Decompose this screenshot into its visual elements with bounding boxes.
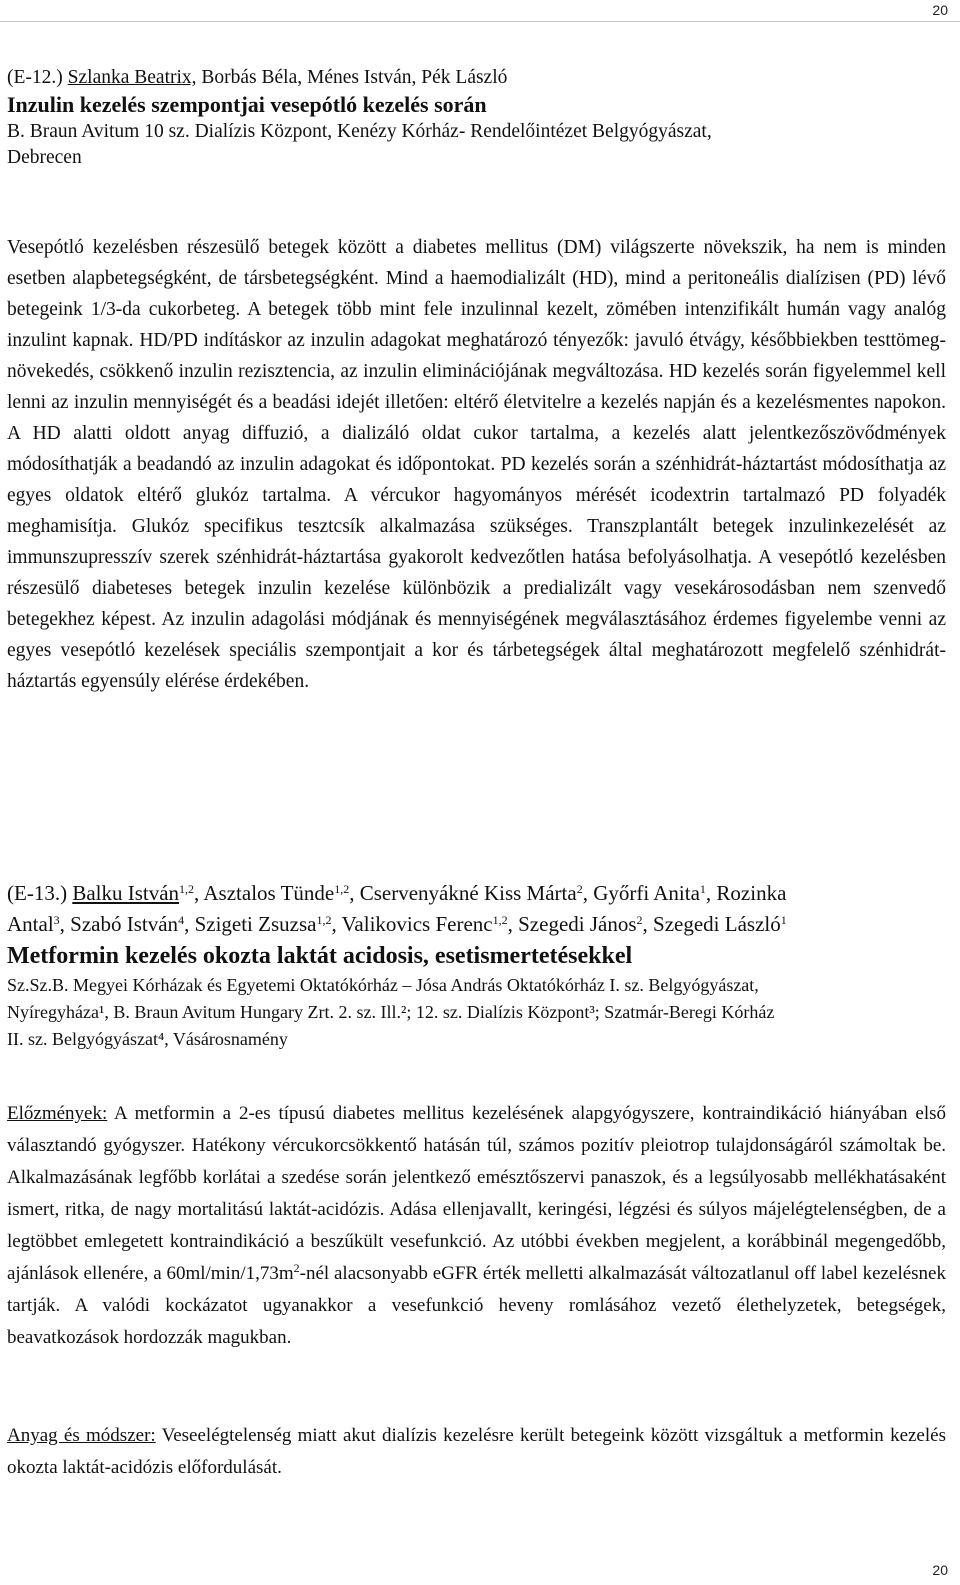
presenting-author: Balku István [72,881,180,905]
abstract-code: (E-13.) [7,881,68,905]
background-text: A metformin a 2-es típusú diabetes mellitus kezelésének alapgyógyszere, kontraindikáció hiányában első választandó gyógyszer. Hatékony vércukorcsökkentő hatásán túl, számos pozitív pleiotrop tulajdonságáról számoltak be. Alkalmazásának legfőbb korlátai a szedése során jelentkező emésztőszervi panaszok, és a legsúlyosabb mellékhatásaként ismert, ritka, de nagy mortalitású laktát-acidózis. Adása ellenjavallt, keringési, légzési és súlyos májelégtelenségben, de a legtöbbet emlegetett kontraindikáció a beszűkült vesefunkció. Az utóbbi években megjelent, a korábbinál megengedőbb, ajánlások ellenére, a 60ml/min/1,73m [7,1103,946,1284]
abstract-e13-background [7,1098,946,1354]
abstract-e13-header [7,878,946,1053]
author-list: Borbás Béla, Ménes István, Pék László [196,67,508,88]
author-name: Antal [7,912,54,936]
affiliation-line: Nyíregyháza¹, B. Braun Avitum Hungary Zrt. 2. sz. Ill.²; 12. sz. Dialízis Központ³; Szatmár-Beregi Kórház [7,1002,775,1022]
background-text: -nél alacsonyabb eGFR érték melletti alkalmazását változatlanul off label kezelésnek tartják. A valódi kockázatot ugyanakkor a vesefunkció heveny romlásához vezető élethelyzetek, betegségek, beavatkozások hordozzák magukban. [7,1263,946,1348]
section-label-background: Előzmények: [7,1103,108,1124]
affiliation-line: II. sz. Belgyógyászat⁴, Vásárosnamény [7,1029,288,1049]
affiliation-line: Sz.Sz.B. Megyei Kórházak és Egyetemi Oktatókórház – Jósa András Oktatókórház I. sz. Belgyógyászat, [7,975,759,995]
author-name: , Cservenyákné Kiss Márta [349,881,577,905]
abstract-e13-authors-line1 [7,878,946,909]
presenting-author: Szlanka Beatrix, [67,67,197,88]
affiliation-marker: 4 [178,913,185,927]
author-name: , Győrfi Anita [582,881,700,905]
author-name: , Szegedi László [642,912,781,936]
abstract-e12-body: Vesepótló kezelésben részesülő betegek között a diabetes mellitus (DM) világszerte növekszik, ha nem is minden esetben alapbetegségként, de társbetegségként. Mind a haemodializált (HD), mind a peritoneális dialízisen (PD) lévő betegeink 1/3-da cukorbeteg. A betegek több mint fele inzulinnal kezelt, zömében intenzifikált humán vagy analóg inzulint kapnak. HD/PD indításkor az inzulin adagokat meghatározó tényezők: javuló étvágy, későbbiekben testtömeg-növekedés, csökkenő inzulin rezisztencia, az inzulin eliminációjának megváltozása. HD kezelés során figyelemmel kell lenni az inzulin mennyiségét és a beadási idejét illetően: eltérő életvitelre a kezelés napján és a kezelésmentes napokon. A HD alatti oldott anyag diffuzió, a dializáló oldat cukor tartalma, a kezelés alatt jelentkezőszövődmények módosíthatják a beadandó az inzulin adagokat és időpontokat. PD kezelés során a szénhidrát-háztartást módosíthatja az egyes oldatok eltérő glukóz tartalma. A vércukor hagyományos mérését icodextrin tartalmazó PD folyadék meghamisítja. Glukóz specifikus tesztcsík alkalmazása szükséges. Transzplantált betegek inzulinkezelését az immunszupresszív szerek szénhidrát-háztartása gyakorolt kedvezőtlen hatása befolyásolhatja. A vesepótló kezelésben részesülő diabeteses betegek inzulin kezelése különbözik a predializált vagy vesekárosodásban nem szenvedő betegekhez képest. Az inzulin adagolási módjának és mennyiségének megválasztásához érdemes figyelembe venni az egyes vesepótló kezelések speciális szempontjait a kor és tárbetegségek által meghatározott megfelelő szénhidrát-háztartás egyensúly elérése érdekében. [7,237,946,692]
affiliation-marker: 1,2 [179,882,195,896]
affiliation-marker: 2 [636,913,643,927]
abstract-e12-title: Inzulin kezelés szempontjai vesepótló kezelés során [7,92,487,117]
page-number-top: 20 [932,2,948,18]
affiliation-marker: 1,2 [492,913,508,927]
author-name: , Valikovics Ferenc [331,912,493,936]
author-name: , Asztalos Tünde [194,881,335,905]
abstract-e13-methods [7,1420,946,1484]
affiliation-marker: 1,2 [316,913,332,927]
affiliation-line: B. Braun Avitum 10 sz. Dialízis Központ, Kenézy Kórház- Rendelőintézet Belgyógyászat, [7,121,712,142]
abstract-code: (E-12.) [7,67,63,88]
author-name: , Rozinka [705,881,787,905]
author-name: , Szegedi János [507,912,637,936]
header-divider [0,21,960,22]
abstract-e13-title: Metformin kezelés okozta laktát acidosis, esetismertetésekkel [7,943,633,969]
abstract-e13-authors-line2 [7,909,946,940]
affiliation-marker: 2 [576,882,583,896]
author-name: , Szigeti Zsuzsa [184,912,317,936]
affiliation-marker: 1 [699,882,706,896]
affiliation-marker: 1,2 [334,882,350,896]
methods-text: Veseelégtelenség miatt akut dialízis kezelésre került betegeink között vizsgáltuk a metformin kezelés okozta laktát-acidózis előfordulását. [7,1425,946,1478]
superscript: 2 [293,1261,300,1275]
affiliation-marker: 3 [53,913,60,927]
affiliation-line: Debrecen [7,147,82,168]
affiliation-marker: 1 [780,913,787,927]
page-number-bottom: 20 [932,1562,948,1578]
author-name: , Szabó István [59,912,179,936]
section-label-methods: Anyag és módszer: [7,1425,156,1446]
abstract-e12-header [7,65,946,171]
abstract-e12-authors [7,65,946,91]
